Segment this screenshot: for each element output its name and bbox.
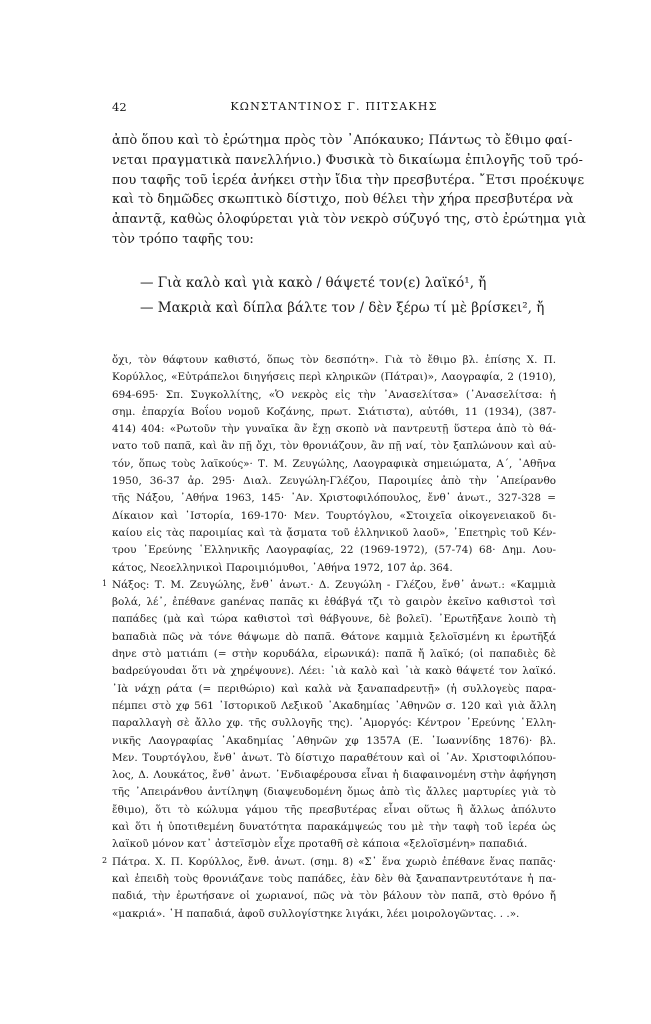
footnote-line: κάτος, Νεοελληνικοὶ Παροιμιόμυθοι, ᾿Αθήνα 1972, 107 ἀρ. 364.	[112, 561, 453, 574]
footnote-1	[102, 577, 556, 854]
footnote-line: Κορύλλος, «Εὐτράπελοι διηγήσεις περὶ κληρικῶν (Πάτραι)», Λαογραφία, 2 (1910),	[112, 371, 556, 384]
footnote-line: ὄχι, τὸν θάφτουν καθιστό, ὅπως τὸν δεσπότη». Γιὰ τὸ ἔθιμο βλ. ἐπίσης Χ. Π.	[112, 354, 556, 366]
running-title: ΚΩΝΣΤΑΝΤΙΝΟΣ Γ. ΠΙΤΣΑΚΗΣ	[230, 100, 438, 113]
footnotes	[102, 352, 556, 923]
running-head	[112, 100, 556, 116]
footnote-line: νατο τοῦ παπᾶ, καὶ ἂν πῇ ὄχι, τὸν θρονιάζουν, ἂν πῇ ναί, τὸν ξαπλώνουν καὶ αὐ-	[112, 440, 556, 453]
text-line: ἀπαντᾷ, καθὼς ὀλοφύρεται γιὰ τὸν νεκρὸ σύζυγό της, στὸ ἐρώτημα γιὰ	[112, 212, 586, 228]
footnote-marker: 2	[102, 855, 108, 865]
footnote-line: bαdρεύγουdαι ὅτι νὰ χηρέψουνε). Λέει: ᾿ιὰ καλὸ καὶ ᾿ιὰ κακὸ θάψετέ τον λαϊκό.	[112, 665, 556, 678]
footnote-line: λαϊκοῦ μόνον κατ᾿ ἀστεϊσμὸν εἶχε προταθῆ σὲ κάποια «ξελοϊσμένη» παπαδιά.	[112, 838, 528, 851]
footnote-line: καίου εἰς τὰς παροιμίας καὶ τὰ ᾄσματα τοῦ ἑλληνικοῦ λαοῦ», ᾿Επετηρὶς τοῦ Κέν-	[112, 526, 556, 539]
verse-line-1: — Γιὰ καλὸ καὶ γιὰ κακὸ / θάψετέ τον(ε) λαϊκό¹, ἤ	[140, 275, 487, 291]
footnote-line: dηνε στὸ ματιάπι (= στὴν κορυδάλα, εἰρωνικά): παπᾶ ἤ λαϊκό; (οἱ παπαδιὲς δὲ	[112, 648, 556, 661]
footnote-line: τῆς ᾿Απειράνθου ἀντίληψη (διαψευδομένη ὅμως ἀπὸ τὶς ἄλλες μαρτυρίες γιὰ τὸ	[112, 786, 556, 799]
footnote-line: 1950, 36-37 ἀρ. 295· Διαλ. Ζευγώλη-Γλέζου, Παροιμίες ἀπὸ τὴν ᾿Απείρανθο	[112, 475, 556, 488]
footnote-line: ᾿Ιὰ νάχῃ ράτα (= περιθώριο) καὶ καλὰ νὰ ξαναπαdρευτῇ» (ἡ συλλογεὺς παρα-	[112, 682, 556, 695]
footnote-line: καὶ ἐπειδὴ τοὺς θρονιάζανε τοὺς παπάδες, ἐὰν δὲν θὰ ξαναπαντρευτότανε ἡ πα-	[112, 872, 556, 885]
footnote-line: 694-695· Σπ. Συγκολλίτης, «Ὁ νεκρὸς εἰς τὴν ᾿Ανασελίτσα» (᾿Ανασελίτσα: ἡ	[112, 388, 556, 401]
footnote-line: Πάτρα. Χ. Π. Κορύλλος, ἔνθ. ἀνωτ. (σημ. 8) «Σ᾿ ἕνα χωριὸ ἐπέθανε ἕνας παπᾶς·	[112, 855, 556, 868]
footnote-line: παπάδες (μὰ καὶ τώρα καθιστοὶ τσὶ θάβγουνε, δὲ βολεῖ). ᾿Ερωτῆξανε λοιπὸ τὴ	[112, 613, 556, 626]
text-line: που ταφῆς τοῦ ἱερέα ἀνήκει στὴν ἴδια τὴν πρεσβυτέρα. ῎Ετσι προέκυψε	[112, 172, 585, 188]
text-line: νεται πραγματικὰ πανελλήνιο.) Φυσικὰ τὸ δικαίωμα ἐπιλογῆς τοῦ τρό-	[112, 152, 583, 168]
footnote-line: βολά, λέ᾿, ἐπέθανε ganένας παπᾶς κι ἐθάβγά τζι τὸ gαιρὸν ἐκεῖνο καθιστοὶ τσὶ	[112, 596, 556, 609]
footnote-continuation	[112, 352, 556, 577]
footnote-line: τῆς Νάξου, ᾿Αθήνα 1963, 145· ᾿Αν. Χριστοφιλόπουλος, ἔνθ᾿ ἀνωτ., 327-328 =	[112, 492, 556, 505]
footnote-line: Μεν. Τουρτόγλου, ἔνθ᾿ ἀνωτ. Τὸ δίστιχο παραθέτουν καὶ οἱ ᾿Αν. Χριστοφιλόπου-	[112, 751, 556, 764]
footnote-line: καὶ ὅτι ἡ ὑποτιθεμένη δυνατότητα παρακάμψεώς του μὲ τὴν ταφὴ τοῦ ἱερέα ὡς	[112, 821, 556, 834]
text-line: ἀπὸ ὅπου καὶ τὸ ἐρώτημα πρὸς τὸν ᾿Απόκαυκο; Πάντως τὸ ἔθιμο φαί-	[112, 133, 573, 148]
footnote-line: Δίκαιον καὶ ῾Ιστορία, 169-170· Μεν. Τουρτόγλου, «Στοιχεῖα οἰκογενειακοῦ δι-	[112, 509, 556, 522]
footnote-line: παδιά, τὴν ἐρωτήσανε οἱ χωριανοί, πῶς νὰ τὸν βάλουν τὸν παπᾶ, στὸ θρόνο ἤ	[112, 890, 556, 903]
footnote-line: ἔθιμο), ὅτι τὸ κώλυμα γάμου τῆς πρεσβυτέρας εἶναι οὕτως ἢ ἄλλως ἀπόλυτο	[112, 803, 556, 816]
footnote-line: «μακριά». ῾Η παπαδιά, ἀφοῦ συλλογίστηκε λιγάκι, λέει μοιρολογῶντας. . .».	[112, 907, 520, 920]
body-paragraph	[112, 131, 586, 250]
footnote-line: τόν, ὅπως τοὺς λαϊκούς»· Τ. Μ. Ζευγώλης, Λαογραφικὰ σημειώματα, Α΄, ᾿Αθῆνα	[112, 457, 556, 470]
footnote-line: 414) 404: «Ρωτοῦν τὴν γυναῖκα ἂν ἔχῃ σκοπὸ νὰ παντρευτῇ ὕστερα ἀπὸ τὸ θά-	[112, 423, 556, 436]
footnote-line: λος, Δ. Λουκάτος, ἔνθ᾿ ἀνωτ. ᾿Ενδιαφέρουσα εἶναι ἡ διαφαινομένη στὴν ἀφήγηση	[112, 769, 556, 782]
page-number: 42	[112, 100, 127, 114]
footnote-line: νικῆς Λαογραφίας ᾿Ακαδημίας ᾿Αθηνῶν χφ 1357Α (Ε. ᾿Ιωαννίδης 1876)· βλ.	[112, 734, 556, 747]
footnote-line: bαπαδιὰ πῶς νὰ τόνε θάψωμε dὸ παπᾶ. Θάτονε καμμιὰ ξελοϊσμένη κι ἐρωτῆξά	[112, 630, 556, 643]
footnote-line: πέμπει στὸ χφ 561 ᾿Ιστορικοῦ Λεξικοῦ ᾿Ακαδημίας ᾿Αθηνῶν σ. 120 καὶ γιὰ ἄλλη	[112, 699, 556, 712]
text-line: καὶ τὸ δημῶδες σκωπτικὸ δίστιχο, ποὺ θέλει τὴν χήρα πρεσβυτέρα νὰ	[112, 192, 574, 208]
footnote-2	[102, 854, 556, 923]
footnote-line: τρου ᾿Ερεύνης ῾Ελληνικῆς Λαογραφίας, 22 (1969-1972), (57-74) 68· Δημ. Λου-	[112, 544, 556, 557]
footnote-line: παραλλαγὴ σὲ ἄλλο χφ. τῆς συλλογῆς της). ᾿Αμοργός: Κέντρον ᾿Ερεύνης ῾Ελλη-	[112, 717, 556, 730]
verse-line-2: — Μακριὰ καὶ δίπλα βάλτε τον / δὲν ξέρω τί μὲ βρίσκει², ἤ	[140, 300, 545, 316]
footnote-marker: 1	[102, 578, 108, 588]
text-line: τὸν τρόπο ταφῆς του:	[112, 231, 254, 247]
footnote-line: Νάξος: Τ. Μ. Ζευγώλης, ἔνθ᾿ ἀνωτ.· Δ. Ζευγώλη - Γλέζου, ἔνθ᾿ ἀνωτ.: «Καμμιὰ	[112, 578, 556, 591]
footnote-line: σημ. ἐπαρχία Βοΐου νομοῦ Κοζάνης, πρωτ. Σιάτιστα), αὐτόθι, 11 (1934), (387-	[112, 405, 556, 418]
